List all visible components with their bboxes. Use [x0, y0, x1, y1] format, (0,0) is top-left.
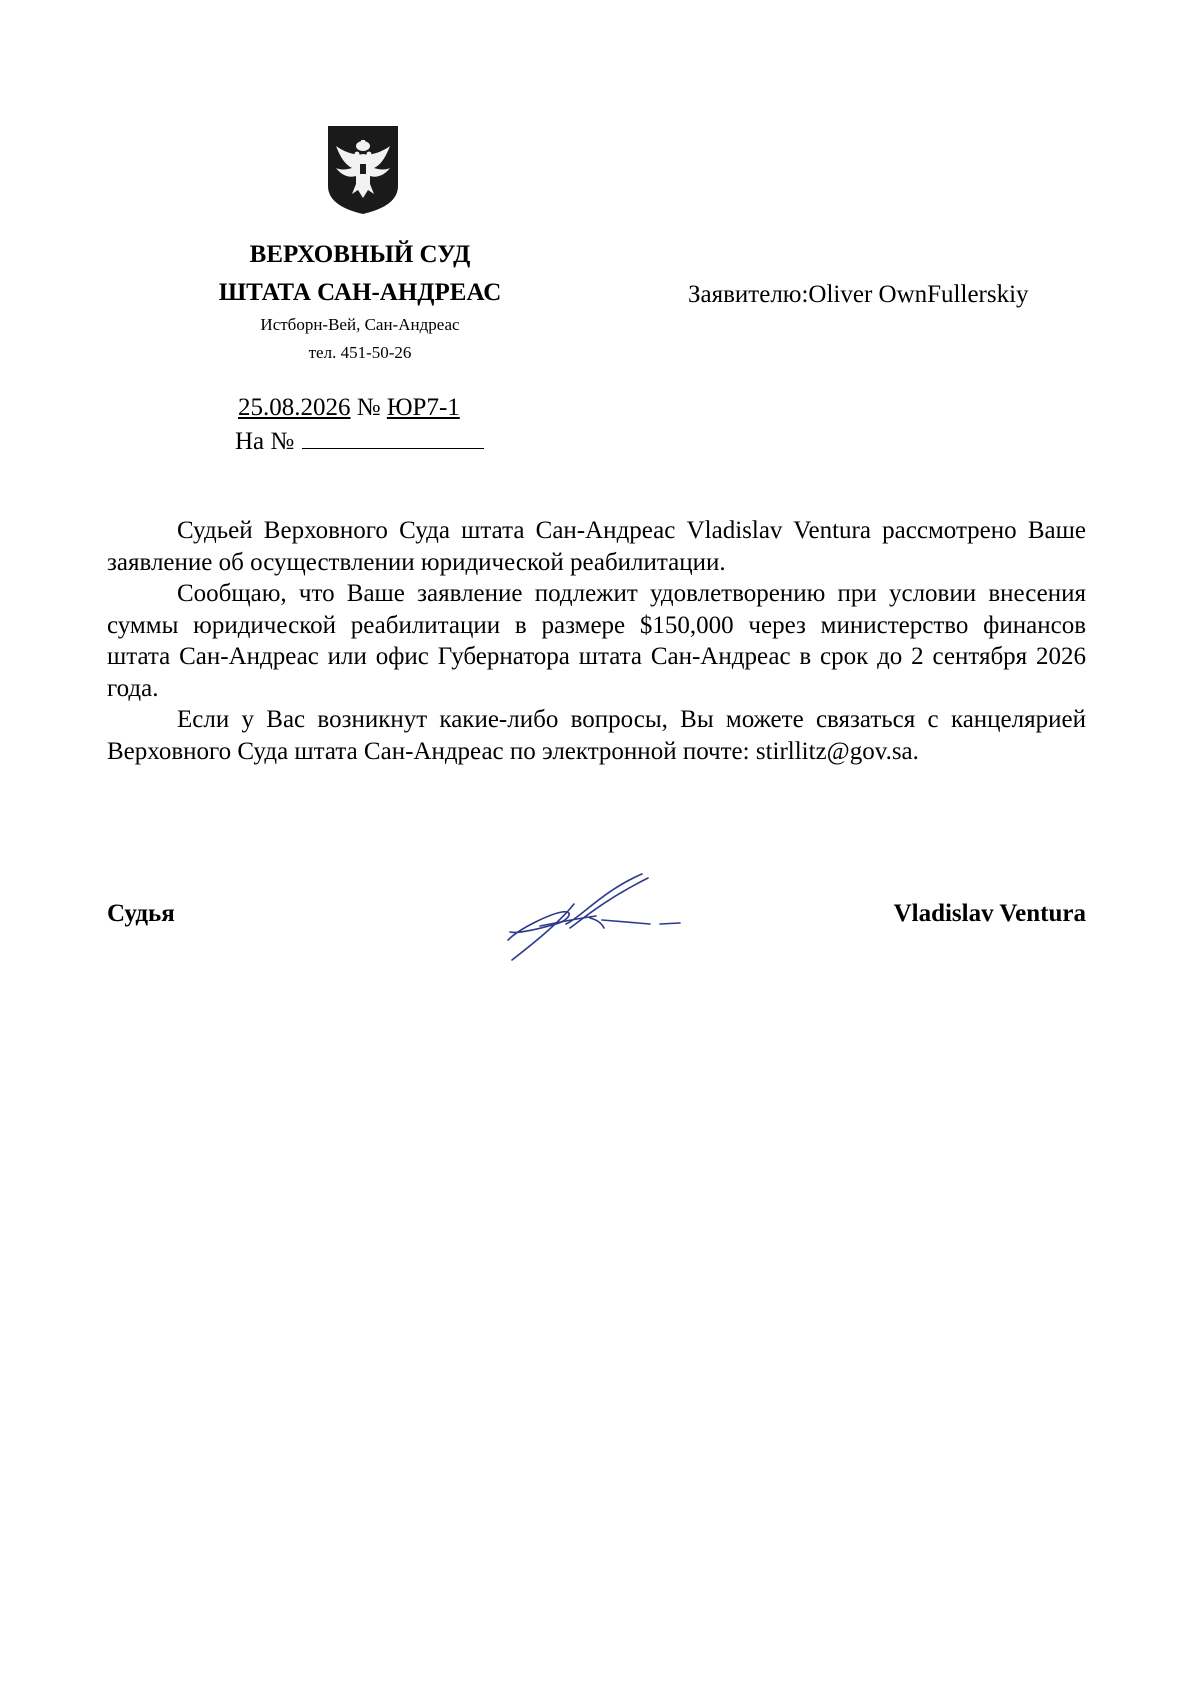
court-phone: тел. 451-50-26 — [308, 343, 412, 362]
registration-line — [238, 392, 460, 424]
body-paragraph-2: Сообщаю, что Ваше заявление подлежит удовлетворению при условии внесения суммы юридической реабилитации в размере $150,000 через министерство финансов штата Сан-Андреас или офис Губернатора штата Сан-Андреас в срок до 2 сентября 2026 года. — [107, 580, 1086, 702]
reply-label: На № — [235, 428, 295, 455]
number-sign: № — [356, 394, 381, 421]
court-address: Истборн-Вей, Сан-Андреас — [260, 315, 460, 334]
court-name-line2: ШТАТА САН-АНДРЕАС — [218, 279, 502, 306]
signature-icon — [500, 868, 690, 966]
recipient: Заявителю:Oliver OwnFullerskiy — [688, 281, 1029, 308]
reply-reference — [235, 422, 484, 458]
letter-body — [107, 515, 1086, 767]
coat-of-arms-icon — [326, 124, 400, 216]
court-name-line1: ВЕРХОВНЫЙ СУД — [249, 241, 471, 268]
body-paragraph-3: Если у Вас возникнут какие-либо вопросы, Вы можете связаться с канцелярией Верховного Суда штата Сан-Андреас по электронной почте: stirllitz@gov.sa. — [107, 706, 1086, 765]
registration-date: 25.08.2026 — [238, 394, 351, 421]
reply-number-blank — [302, 422, 484, 449]
judge-title: Судья — [107, 900, 175, 927]
judge-name: Vladislav Ventura — [893, 900, 1086, 927]
body-paragraph-1: Судьей Верховного Суда штата Сан-Андреас Vladislav Ventura рассмотрено Ваше заявление об осуществлении юридической реабилитации. — [107, 517, 1086, 576]
registration-number: ЮР7-1 — [386, 394, 460, 421]
